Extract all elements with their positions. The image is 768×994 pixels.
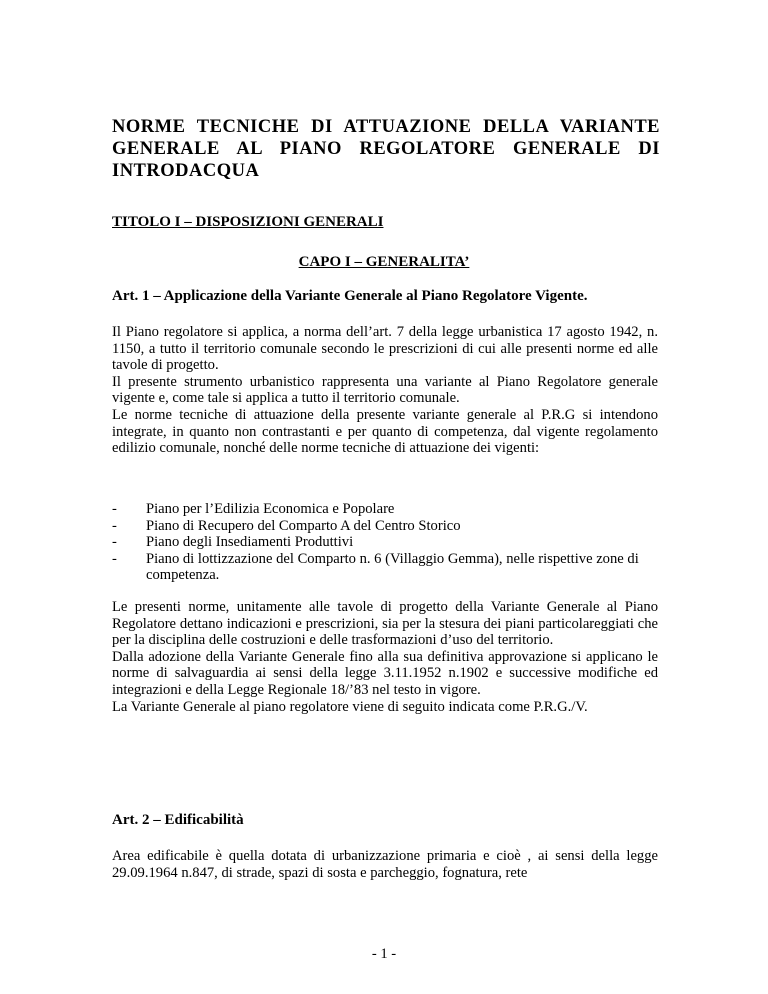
list-item-text: Piano degli Insediamenti Produttivi [146,534,354,551]
list-item [112,501,658,518]
list-marker: - [112,534,117,551]
article-1-paragraph: Il presente strumento urbanistico rappresenta una variante al Piano Regolatore generale vigente e, come tale si applica a tutto il territorio comunale. [112,373,658,407]
article-1-body-continued [112,599,658,715]
list-item [112,551,658,584]
article-1-paragraph: Le presenti norme, unitamente alle tavole di progetto della Variante Generale al Piano Regolatore dettano indicazioni e prescrizioni, sia per la stesura dei piani particolareggiati che per la disciplina delle costruzioni e delle trasformazioni d’uso del territorio. [112,599,658,649]
article-2-paragraph: Area edificabile è quella dotata di urbanizzazione primaria e cioè , ai sensi della legge 29.09.1964 n.847, di strade, spazi di sosta e parcheggio, fognatura, rete [112,848,658,881]
list-item [112,534,658,551]
list-item [112,518,658,535]
article-2-heading: Art. 2 – Edificabilità [112,812,244,828]
article-1-body [112,324,658,457]
list-item-text: Piano di Recupero del Comparto A del Centro Storico [146,517,461,534]
list-item-text: Piano di lottizzazione del Comparto n. 6 (Villaggio Gemma), nelle rispettive zone di competenza. [146,550,639,584]
list-marker: - [112,517,117,534]
article-1-paragraph: Dalla adozione della Variante Generale fino alla sua definitiva approvazione si applicano le norme di salvaguardia ai sensi della legge 3.11.1952 n.1902 e successive modifiche ed integrazioni e della Legge Regionale 18/’83 nel testo in vigore. [112,648,658,698]
document-title: NORME TECNICHE DI ATTUAZIONE DELLA VARIANTE GENERALE AL PIANO REGOLATORE GENERALE DI INTRODACQUA [112,117,660,181]
article-1-paragraph: La Variante Generale al piano regolatore viene di seguito indicata come P.R.G./V. [112,698,588,715]
article-2-body [112,848,658,881]
chapter-title: CAPO I – GENERALITA’ [298,254,470,270]
section-title: TITOLO I – DISPOSIZIONI GENERALI [112,214,384,230]
article-1-paragraph: Le norme tecniche di attuazione della presente variante generale al P.R.G si intendono integrate, in quanto non contrastanti e per quanto di competenza, dal vigente regolamento edilizio comunale, nonché delle norme tecniche di attuazione dei vigenti: [112,406,658,457]
list-marker: - [112,501,117,517]
list-item-text: Piano per l’Edilizia Economica e Popolare [146,501,395,517]
article-1-heading: Art. 1 – Applicazione della Variante Generale al Piano Regolatore Vigente. [112,288,588,304]
plans-list [112,501,658,584]
list-marker: - [112,550,117,567]
page-number: - 1 - [371,946,397,962]
article-1-paragraph: Il Piano regolatore si applica, a norma dell’art. 7 della legge urbanistica 17 agosto 1942, n. 1150, a tutto il territorio comunale secondo le prescrizioni di cui alle presenti norme ed alle tavole di progetto. [112,324,658,374]
